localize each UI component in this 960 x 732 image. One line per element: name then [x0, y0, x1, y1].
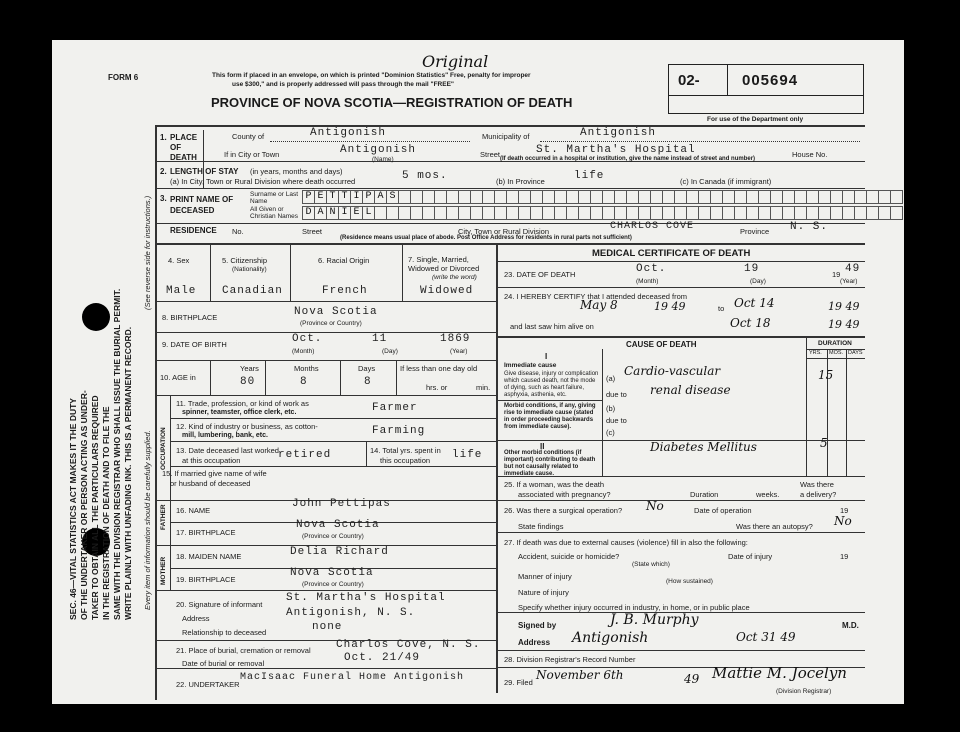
date-of-operation-label: Date of operation: [694, 506, 752, 515]
state-which-label: (State which): [632, 561, 670, 568]
informant-value: St. Martha's Hospital: [286, 592, 446, 604]
city-town-value: Antigonish: [340, 144, 417, 156]
burial-place-label: 21. Place of burial, cremation or removal: [176, 646, 311, 655]
informant-label: 20. Signature of informant: [176, 600, 263, 609]
residence-province-label: Province: [740, 227, 770, 236]
citizenship-sub: (Nationality): [232, 266, 267, 273]
industry-value: Farming: [372, 425, 426, 437]
duration-days: DAYS: [848, 350, 863, 356]
mother-birthplace-sub: (Province or Country): [302, 581, 364, 588]
autopsy-value: No: [834, 514, 852, 528]
last-worked-value: retired: [278, 449, 332, 461]
residence-label: RESIDENCE: [170, 226, 217, 235]
date-of-death-day: 19: [744, 263, 760, 275]
name-letter-box: L: [362, 206, 375, 220]
relationship-value: none: [312, 621, 343, 633]
industry-label-1: 12. Kind of industry or business, as cotton-: [176, 422, 318, 431]
due-to-label-2: due to: [606, 416, 627, 425]
racial-origin-label: 6. Racial Origin: [318, 256, 370, 265]
mail-notice-line2: use $300," and is properly addressed will pass through the mail "FREE": [232, 81, 455, 88]
occupation-side-label: OCCUPATION: [160, 427, 167, 470]
dob-label: 9. DATE OF BIRTH: [162, 340, 227, 349]
trade-value: Farmer: [372, 402, 418, 414]
sec46-line3: TAKER TO OBTAIN ALL THE PARTICULARS REQUIRED: [90, 395, 100, 620]
external-causes-label: 27. If death was due to external causes (violence) fill in also the following:: [504, 538, 748, 547]
certify-label: 24. I HEREBY CERTIFY that I attended deceased from: [504, 292, 688, 301]
name-letter-box: A: [374, 190, 387, 204]
form-title: PROVINCE OF NOVA SCOTIA—REGISTRATION OF DEATH: [211, 95, 573, 110]
name-letter-box: E: [314, 190, 327, 204]
citizenship-value: Canadian: [222, 285, 283, 297]
street-label: Street: [480, 150, 501, 159]
other-conditions-num: II: [540, 442, 545, 451]
name-subscript: (Name): [372, 156, 394, 163]
marital-status-label: 7. Single, Married, Widowed or Divorced: [408, 255, 480, 273]
racial-origin-value: French: [322, 285, 368, 297]
birthplace-value: Nova Scotia: [294, 306, 378, 318]
burial-date-label: Date of burial or removal: [182, 659, 265, 668]
informant-address-label: Address: [182, 614, 210, 623]
attended-to: Oct 14: [734, 296, 775, 310]
name-letter-box: P: [302, 190, 315, 204]
name-letter-box: [890, 190, 903, 204]
sex-value: Male: [166, 285, 197, 297]
other-cause-duration: 5: [820, 436, 828, 450]
mail-notice-line1: This form if placed in an envelope, on which is printed "Dominion Statistics" Free, penalty for improper: [212, 72, 531, 79]
date-of-death-year-pre: 19: [832, 270, 841, 279]
sec46-line5: SAME WITH THE DIVISION REGISTRAR WHO SHALL ISSUE THE BURIAL PERMIT.: [112, 288, 122, 620]
filed-date: November 6th: [536, 668, 624, 682]
stay-a-value: 5 mos.: [402, 170, 448, 182]
other-cause-value: Diabetes Mellitus: [650, 440, 757, 454]
name-letter-box: N: [326, 206, 339, 220]
print-name-num: 3.: [160, 194, 167, 203]
name-letter-box: A: [314, 206, 327, 220]
relationship-label: Relationship to deceased: [182, 628, 267, 637]
father-name-label: 16. NAME: [176, 506, 211, 515]
marital-status-sub: (write the word): [432, 274, 477, 281]
less-than-day-label: If less than one day old: [400, 364, 478, 373]
immediate-cause-num: I: [545, 352, 548, 361]
date-of-death-label: 23. DATE OF DEATH: [504, 270, 576, 279]
signed-by-label: Signed by: [518, 621, 557, 630]
cause-c-label: (c): [606, 428, 615, 437]
place-of-death-num: 1.: [160, 133, 167, 142]
length-of-stay-sub: (in years, months and days): [250, 167, 343, 176]
name-letter-box: E: [350, 206, 363, 220]
immediate-cause-desc: Give disease, injury or complication which caused death, not the mode of dying, such as heart failure, asphyxia, asthenia, etc.: [504, 371, 599, 398]
birthplace-sub: (Province or Country): [300, 320, 362, 327]
nature-of-injury-label: Nature of injury: [518, 588, 569, 597]
pregnancy-duration-label: Duration: [690, 490, 719, 499]
medical-certificate-title: MEDICAL CERTIFICATE OF DEATH: [592, 248, 751, 259]
residence-street-label: Street: [302, 227, 323, 236]
residence-no-label: No.: [232, 227, 244, 236]
registrar-sub: (Division Registrar): [776, 688, 832, 695]
house-number-label: House No.: [792, 150, 828, 159]
last-worked-label-1: 13. Date deceased last worked: [176, 446, 279, 455]
mother-maiden-label: 18. MAIDEN NAME: [176, 552, 242, 561]
father-birthplace-sub: (Province or Country): [302, 533, 364, 540]
burial-place-value: Charlos Cove, N. S.: [336, 639, 481, 651]
residence-city-value: CHARLOS COVE: [610, 221, 695, 232]
name-letter-box: S: [386, 190, 399, 204]
original-stamp: Original: [422, 52, 489, 71]
duration-title: DURATION: [818, 340, 852, 347]
specify-injury-label: Specify whether injury occurred in industry, in home, or in public place: [518, 603, 750, 612]
form-number: FORM 6: [108, 73, 139, 82]
surgery-value: No: [646, 499, 664, 513]
mother-side-label: MOTHER: [160, 556, 167, 585]
trade-label-1: 11. Trade, profession, or kind of work as: [176, 399, 309, 408]
mother-birthplace-label: 19. BIRTHPLACE: [176, 575, 236, 584]
age-months-label: Months: [294, 364, 319, 373]
total-years-value: life: [452, 449, 483, 461]
name-letter-box: T: [338, 190, 351, 204]
undertaker-value: MacIsaac Funeral Home Antigonish: [240, 672, 465, 683]
given-name-boxes: [302, 206, 902, 220]
how-sustained-label: (How sustained): [666, 578, 713, 585]
immediate-cause-label: Immediate cause: [504, 362, 557, 369]
last-worked-label-2: at this occupation: [182, 456, 241, 465]
operation-year-prefix: 19: [840, 506, 849, 515]
dod-month-sub: (Month): [636, 278, 659, 285]
dob-month: Oct.: [292, 333, 323, 345]
dob-month-sub: (Month): [292, 348, 315, 355]
attended-from-year: 19 49: [654, 300, 686, 313]
father-birthplace-label: 17. BIRTHPLACE: [176, 528, 236, 537]
municipality-value: Antigonish: [580, 127, 657, 139]
birthplace-label: 8. BIRTHPLACE: [162, 313, 218, 322]
name-letter-box: P: [362, 190, 375, 204]
filed-label: 29. Filed: [504, 678, 533, 687]
age-label: 10. AGE in: [160, 373, 196, 382]
cause-a2-value: renal disease: [650, 383, 731, 397]
surname-boxes: [302, 190, 902, 204]
attended-to-year: 19 49: [828, 300, 860, 313]
sec46-line1: SEC. 46—VITAL STATISTICS ACT MAKES IT THE DUTY: [68, 398, 78, 620]
dod-year-sub: (Year): [840, 278, 858, 285]
duration-yrs: YRS.: [809, 350, 822, 356]
length-of-stay-num: 2.: [160, 167, 167, 176]
stay-c-label: (c) In Canada (if immigrant): [680, 177, 772, 186]
morbid-conditions-label: Morbid conditions, if any, giving rise to immediate cause (stated in order proceeding backwards from immediate cause).: [504, 403, 596, 430]
name-letter-box: D: [302, 206, 315, 220]
age-months-value: 8: [300, 376, 308, 388]
print-name-label: PRINT NAME OF DECEASED: [170, 195, 234, 215]
industry-label-2: mill, lumbering, bank, etc.: [182, 432, 268, 439]
registration-number: 005694: [742, 72, 799, 89]
accident-label: Accident, suicide or homicide?: [518, 552, 620, 561]
residence-province-value: N. S.: [790, 221, 829, 233]
dob-day-sub: (Day): [382, 348, 398, 355]
cause-a-duration: 15: [818, 368, 834, 382]
name-letter-box: T: [326, 190, 339, 204]
citizenship-label: 5. Citizenship: [222, 256, 268, 265]
md-label: M.D.: [842, 621, 859, 630]
cause-a-label: (a): [606, 374, 616, 383]
signed-by-value: J. B. Murphy: [610, 612, 699, 628]
dod-day-sub: (Day): [750, 278, 766, 285]
doctor-address-label: Address: [518, 638, 551, 647]
attended-to-label: to: [718, 304, 725, 313]
date-of-injury-label: Date of injury: [728, 552, 773, 561]
cause-a-value: Cardio-vascular: [624, 364, 721, 378]
surname-label: Surname or Last Name: [250, 191, 299, 205]
registration-prefix: 02-: [678, 72, 700, 89]
hrs-label: hrs. or: [426, 383, 448, 392]
delivery-label-1: Was there: [800, 480, 834, 489]
trade-label-2: spinner, teamster, office clerk, etc.: [182, 409, 297, 416]
autopsy-label: Was there an autopsy?: [736, 522, 813, 531]
min-label: min.: [476, 383, 491, 392]
doctor-address-value: Antigonish: [572, 630, 649, 646]
registrar-record-label: 28. Division Registrar's Record Number: [504, 655, 636, 664]
punch-hole-top: [82, 303, 110, 331]
cause-of-death-title: CAUSE OF DEATH: [626, 340, 697, 349]
pregnancy-label-2: associated with pregnancy?: [518, 490, 611, 499]
residence-note: (Residence means usual place of abode. Post Office Address for residents in rural parts not sufficient): [340, 235, 632, 241]
date-of-death-month: Oct.: [636, 263, 667, 275]
sec46-line2: OF THE UNDERTAKER OR PERSON ACTING AS UNDER-: [79, 390, 89, 620]
manner-of-injury-label: Manner of injury: [518, 572, 572, 581]
father-side-label: FATHER: [160, 504, 167, 530]
every-item-note: Every item of information should be carefully supplied.: [143, 430, 152, 610]
age-years-label: Years: [240, 364, 259, 373]
pregnancy-weeks-label: weeks.: [756, 490, 780, 499]
duration-mos: MOS.: [829, 350, 844, 356]
last-saw-label: and last saw him alive on: [510, 322, 594, 331]
name-letter-box: I: [350, 190, 363, 204]
stay-b-label: (b) In Province: [496, 177, 545, 186]
mother-maiden-value: Delia Richard: [290, 546, 389, 558]
place-of-death-label: PLACE OF DEATH: [170, 133, 198, 162]
spouse-label-1: 15. If married give name of wife: [162, 469, 267, 478]
given-names-label: All Given or Christian Names: [250, 206, 299, 220]
date-of-death-year: 49: [845, 263, 861, 275]
dob-day: 11: [372, 333, 388, 345]
see-reverse-note: (See reverse side for instructions.): [143, 195, 152, 310]
sec46-line4: IN THE REGISTRATION OF DEATH AND TO FILE THE: [101, 406, 111, 620]
father-birthplace-value: Nova Scotia: [296, 519, 380, 531]
city-town-label: If in City or Town: [224, 150, 280, 159]
age-years-value: 80: [240, 376, 256, 388]
signature-date: Oct 31 49: [736, 630, 796, 644]
last-saw-year: 19 49: [828, 318, 860, 331]
street-value: St. Martha's Hospital: [536, 144, 696, 156]
cause-b-label: (b): [606, 404, 616, 413]
dob-year: 1869: [440, 333, 471, 345]
county-value: Antigonish: [310, 127, 387, 139]
total-years-label-1: 14. Total yrs. spent in: [370, 446, 441, 455]
age-days-value: 8: [364, 376, 372, 388]
attended-from: May 8: [580, 298, 618, 312]
name-letter-box: I: [338, 206, 351, 220]
hospital-note: (If death occurred in a hospital or institution, give the name instead of street and number): [500, 156, 756, 162]
burial-date-value: Oct. 21/49: [344, 652, 421, 664]
father-name-value: John Pettipas: [292, 498, 391, 510]
informant-address-value: Antigonish, N. S.: [286, 607, 416, 619]
delivery-label-2: a delivery?: [800, 490, 837, 499]
stay-b-value: life: [574, 170, 605, 182]
stay-a-label: (a) In City, Town or Rural Division where death occurred: [170, 177, 356, 186]
due-to-label-1: due to: [606, 390, 627, 399]
undertaker-label: 22. UNDERTAKER: [176, 680, 240, 689]
injury-year-prefix: 19: [840, 552, 849, 561]
municipality-label: Municipality of: [482, 132, 530, 141]
age-days-label: Days: [358, 364, 376, 373]
county-label: County of: [232, 132, 265, 141]
pregnancy-label-1: 25. If a woman, was the death: [504, 480, 605, 489]
total-years-label-2: this occupation: [380, 456, 431, 465]
sec46-line6: WRITE PLAINLY WITH UNFADING INK. THIS IS A PERMANENT RECORD.: [123, 326, 133, 620]
marital-status-value: Widowed: [420, 285, 474, 297]
registrar-signature: Mattie M. Jocelyn: [712, 664, 847, 682]
residence-city-label: City, Town or Rural Division: [458, 227, 549, 236]
other-conditions-label: Other morbid conditions (if important) contributing to death but not causally related to immediate cause.: [504, 450, 596, 477]
spouse-label-2: or husband of deceased: [170, 479, 251, 488]
sex-label: 4. Sex: [168, 256, 190, 265]
dob-year-sub: (Year): [450, 348, 468, 355]
department-use-note: For use of the Department only: [707, 116, 804, 123]
mother-birthplace-value: Nova Scotia: [290, 567, 374, 579]
state-findings-label: State findings: [518, 522, 564, 531]
name-letter-box: [890, 206, 903, 220]
surgery-label: 26. Was there a surgical operation?: [504, 506, 623, 515]
filed-year: 49: [684, 672, 700, 686]
last-saw-date: Oct 18: [730, 316, 771, 330]
length-of-stay-label: LENGTH OF STAY: [170, 167, 239, 176]
